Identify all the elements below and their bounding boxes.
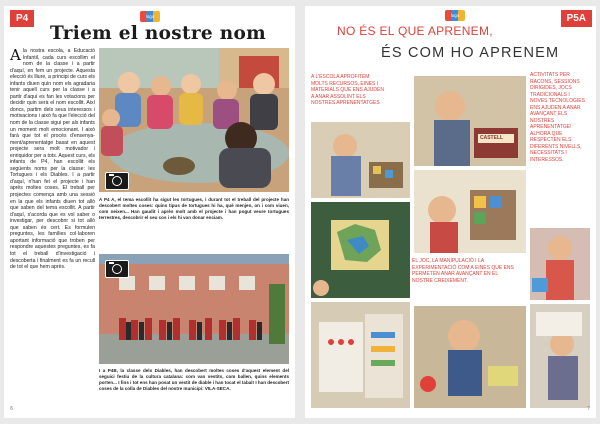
caption-turtles: A P4 A, el tema escollit ha sigut les tortugues, i durant tot el treball del projecte han descobert moltes coses: quins tipus de tortugues hi ha, què menjen, on i com viuen, com neixen... Han gaudit i après molt amb el projecte i han pogut veure tortugues terrestres, descobrir el seu cos i els hi van donar enciam. <box>99 197 289 221</box>
page-number: 7 <box>586 406 590 412</box>
castle-sign: CASTELL <box>480 135 504 141</box>
page-number: 6 <box>10 406 14 412</box>
activities-text: ACTIVITATS PER RACONS, SESSIONS DIRIGIDES, JOCS TRADICIONALS I NOVES TECNOLOGIES ENS AJUDEN A ANAR AVANÇANT ELS NOSTRES APRENENTATGE! ALHORA QUE RESPECTEN ELS DIFERENTS NIVELLS, NECESSITATS I INTERESSOS. <box>530 72 585 163</box>
article-body <box>10 48 95 271</box>
photo-counting <box>311 302 410 408</box>
photo-materials <box>311 122 410 198</box>
page-title-line1: NO ÉS EL QUE APRENEM, <box>337 24 493 38</box>
intro-text: A L'ESCOLA APROFITEM MOLTS RECURSOS, EINES I MATERIALS QUE ENS AJUDEN A ANAR ASSOLINT ELS NOSTRES APRENENTATGES <box>311 74 384 106</box>
right-page <box>305 6 596 418</box>
camera-icon <box>105 260 129 278</box>
page-title-line2: ÉS COM HO APRENEM <box>381 45 560 61</box>
article-text: la nostra escola, a Educació Infantil, cada curs escollim el nom de la classe i a partir d'aquí, en fem un projecte. Aquesta elecció és lliure, a principi de curs els infants diuen quin nom els agradaria tenir aquell curs per la classe i a partir d'aquí es fan les votacions per decidir quin serà el nom escollit. Així doncs, partim dels seus interessos i motivacions i això fa que l'elecció del nom de la classe sigui per als infants un moment molt emocionant. I això farà que tot el procés d'ensenya-ment/aprenentatge basat en aquest projecte sera molt motivador i enriquidor per a tots. Aquest curs, els infants de P4, han escollit els següents noms per la classe: les Tortugues i els Diables. I a partir d'aquí, n'han fet el projecte i han après moltes coses. El treball per projectes comença amb una sessió en la que els infants diuen tot allò que saben del tema escollit. A partir d'aquí, s'acorda que es vol saber o investigar, per descobrir si tot allò que saben és cert. Es formulen preguntes, les famílies col·laboren aportant informació que troben per respondre aquestes preguntes, es fa tot el treball d'investigació i descoberta i finalment es fa un recull de tot el que hem après. <box>10 48 95 271</box>
school-logo: logo <box>445 10 465 21</box>
left-page <box>4 6 295 418</box>
play-text: EL JOC, LA MANIPULACIÓ I LA EXPERIMENTACIÓ COM A EINES QUE ENS PERMETEN ANAR AVANÇANT EN EL NOSTRE CREIXEMENT. <box>412 258 514 284</box>
caption-devils: I a P4B, la classe dels Diables, han descobert moltes coses d'aquest element del seguici festiu de la cultura catalana: com van vestits, com ballen, quins elements porten... I fins i tot ens han posat un vestit de diable i han tocat el tabal! I han descobert coses de la colla de Diables del nostre municipi: VILA-SECA. <box>99 368 289 392</box>
class-tag: P4 <box>10 10 34 27</box>
photo-puzzle-map <box>311 202 410 298</box>
school-logo: logo <box>140 11 160 22</box>
photo-devils-class <box>99 254 289 364</box>
page-title: Triem el nostre nom <box>50 23 266 44</box>
photo-castle-game <box>414 76 526 166</box>
photo-building-blocks <box>414 170 526 253</box>
class-tag: P5A <box>561 10 592 27</box>
photo-reading <box>530 304 590 408</box>
camera-icon <box>105 172 129 190</box>
drop-cap: A <box>10 46 21 64</box>
photo-game-floor <box>414 306 526 408</box>
photo-turtles-illustration <box>99 48 289 192</box>
photo-turtles-class <box>99 48 289 192</box>
photo-painting <box>530 228 590 300</box>
